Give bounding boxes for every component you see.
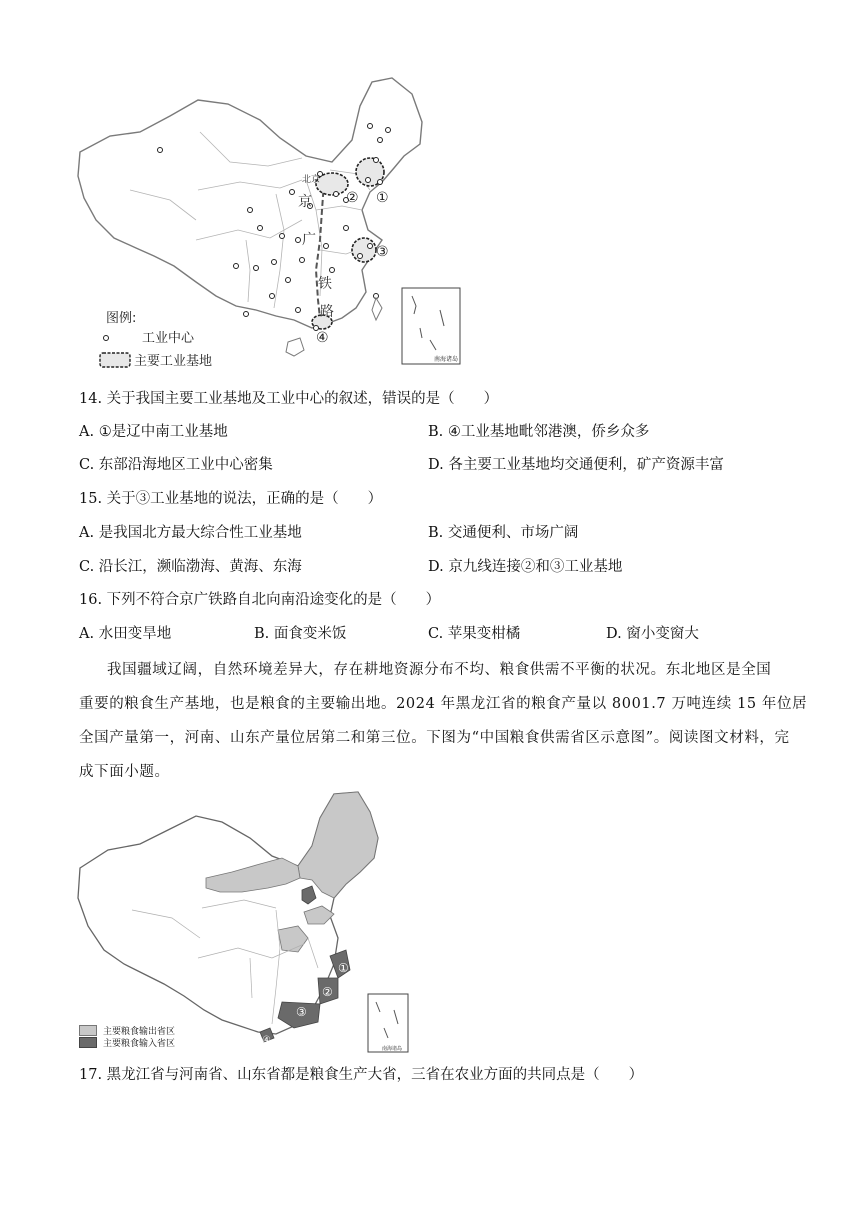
industrial-map xyxy=(70,70,470,370)
industrial-base-icon xyxy=(100,353,130,367)
legend-industrial-center: 工业中心 xyxy=(142,331,195,346)
passage-line-1: 我国疆域辽阔，自然环境差异大，存在耕地资源分布不均、粮食供需不平衡的状况。东北地区是全国 xyxy=(107,662,772,678)
industrial-center-icon xyxy=(104,336,109,341)
q16-stem: 16. 下列不符合京广铁路自北向南沿途变化的是（ ） xyxy=(79,592,441,608)
grain-map xyxy=(72,788,417,1058)
grain-marker-2: ② xyxy=(322,985,333,999)
marker-2: ② xyxy=(346,190,359,206)
q15-option-b[interactable]: B. 交通便利、市场广阔 xyxy=(428,525,579,541)
legend-title: 图例: xyxy=(106,311,137,326)
q16-option-b[interactable]: B. 面食变米饭 xyxy=(254,626,347,642)
q14-stem: 14. 关于我国主要工业基地及工业中心的叙述，错误的是（ ） xyxy=(79,391,499,407)
q15-option-c[interactable]: C. 沿长江，濒临渤海、黄海、东海 xyxy=(79,559,302,575)
marker-1: ① xyxy=(376,190,389,206)
passage-line-4: 成下面小题。 xyxy=(79,764,170,780)
q14-option-c[interactable]: C. 东部沿海地区工业中心密集 xyxy=(79,457,273,473)
passage-line-3: 全国产量第一，河南、山东产量位居第二和第三位。下图为“中国粮食供需省区示意图”。阅读图文材料，完 xyxy=(79,730,790,746)
q14-option-d[interactable]: D. 各主要工业基地均交通便利，矿产资源丰富 xyxy=(428,457,724,473)
grain-marker-4: ④ xyxy=(262,1035,271,1046)
passage-line-2: 重要的粮食生产基地，也是粮食的主要输出地。2024 年黑龙江省的粮食产量以 8001.7 万吨连续 15 年位居 xyxy=(79,696,808,712)
legend-import: 主要粮食输入省区 xyxy=(103,1038,176,1049)
railway-char-4: 路 xyxy=(320,304,334,320)
railway-char-2: 广 xyxy=(302,232,316,248)
railway-char-1: 京 xyxy=(298,194,312,210)
south-china-sea-inset xyxy=(402,288,460,364)
legend-export: 主要粮食输出省区 xyxy=(103,1026,176,1037)
marker-3: ③ xyxy=(376,244,389,260)
q15-option-d[interactable]: D. 京九线连接②和③工业基地 xyxy=(428,559,623,575)
q16-option-c[interactable]: C. 苹果变柑橘 xyxy=(428,626,521,642)
beijing-label: 北京 xyxy=(302,175,321,185)
q17-stem: 17. 黑龙江省与河南省、山东省都是粮食生产大省，三省在农业方面的共同点是（ ） xyxy=(79,1067,644,1083)
q14-option-a[interactable]: A. ①是辽中南工业基地 xyxy=(79,424,228,440)
q16-option-a[interactable]: A. 水田变旱地 xyxy=(79,626,172,642)
china-outline xyxy=(78,78,422,328)
export-swatch xyxy=(79,1025,97,1036)
q14-option-b[interactable]: B. ④工业基地毗邻港澳，侨乡众多 xyxy=(428,424,650,440)
grain-marker-3: ③ xyxy=(296,1005,307,1019)
south-china-sea-inset-2 xyxy=(368,994,408,1052)
q15-stem: 15. 关于③工业基地的说法，正确的是（ ） xyxy=(79,491,383,507)
grain-marker-1: ① xyxy=(338,961,349,975)
railway-char-3: 铁 xyxy=(318,276,332,292)
inset-label-2: 南海诸岛 xyxy=(382,1046,403,1052)
import-swatch xyxy=(79,1037,97,1048)
legend-industrial-base: 主要工业基地 xyxy=(134,354,213,369)
inset-label: 南海诸岛 xyxy=(434,356,459,363)
q15-option-a[interactable]: A. 是我国北方最大综合性工业基地 xyxy=(79,525,302,541)
passage xyxy=(79,653,808,789)
grain-legend xyxy=(79,1024,175,1048)
marker-4: ④ xyxy=(316,330,329,346)
q16-option-d[interactable]: D. 窗小变窗大 xyxy=(606,626,699,642)
